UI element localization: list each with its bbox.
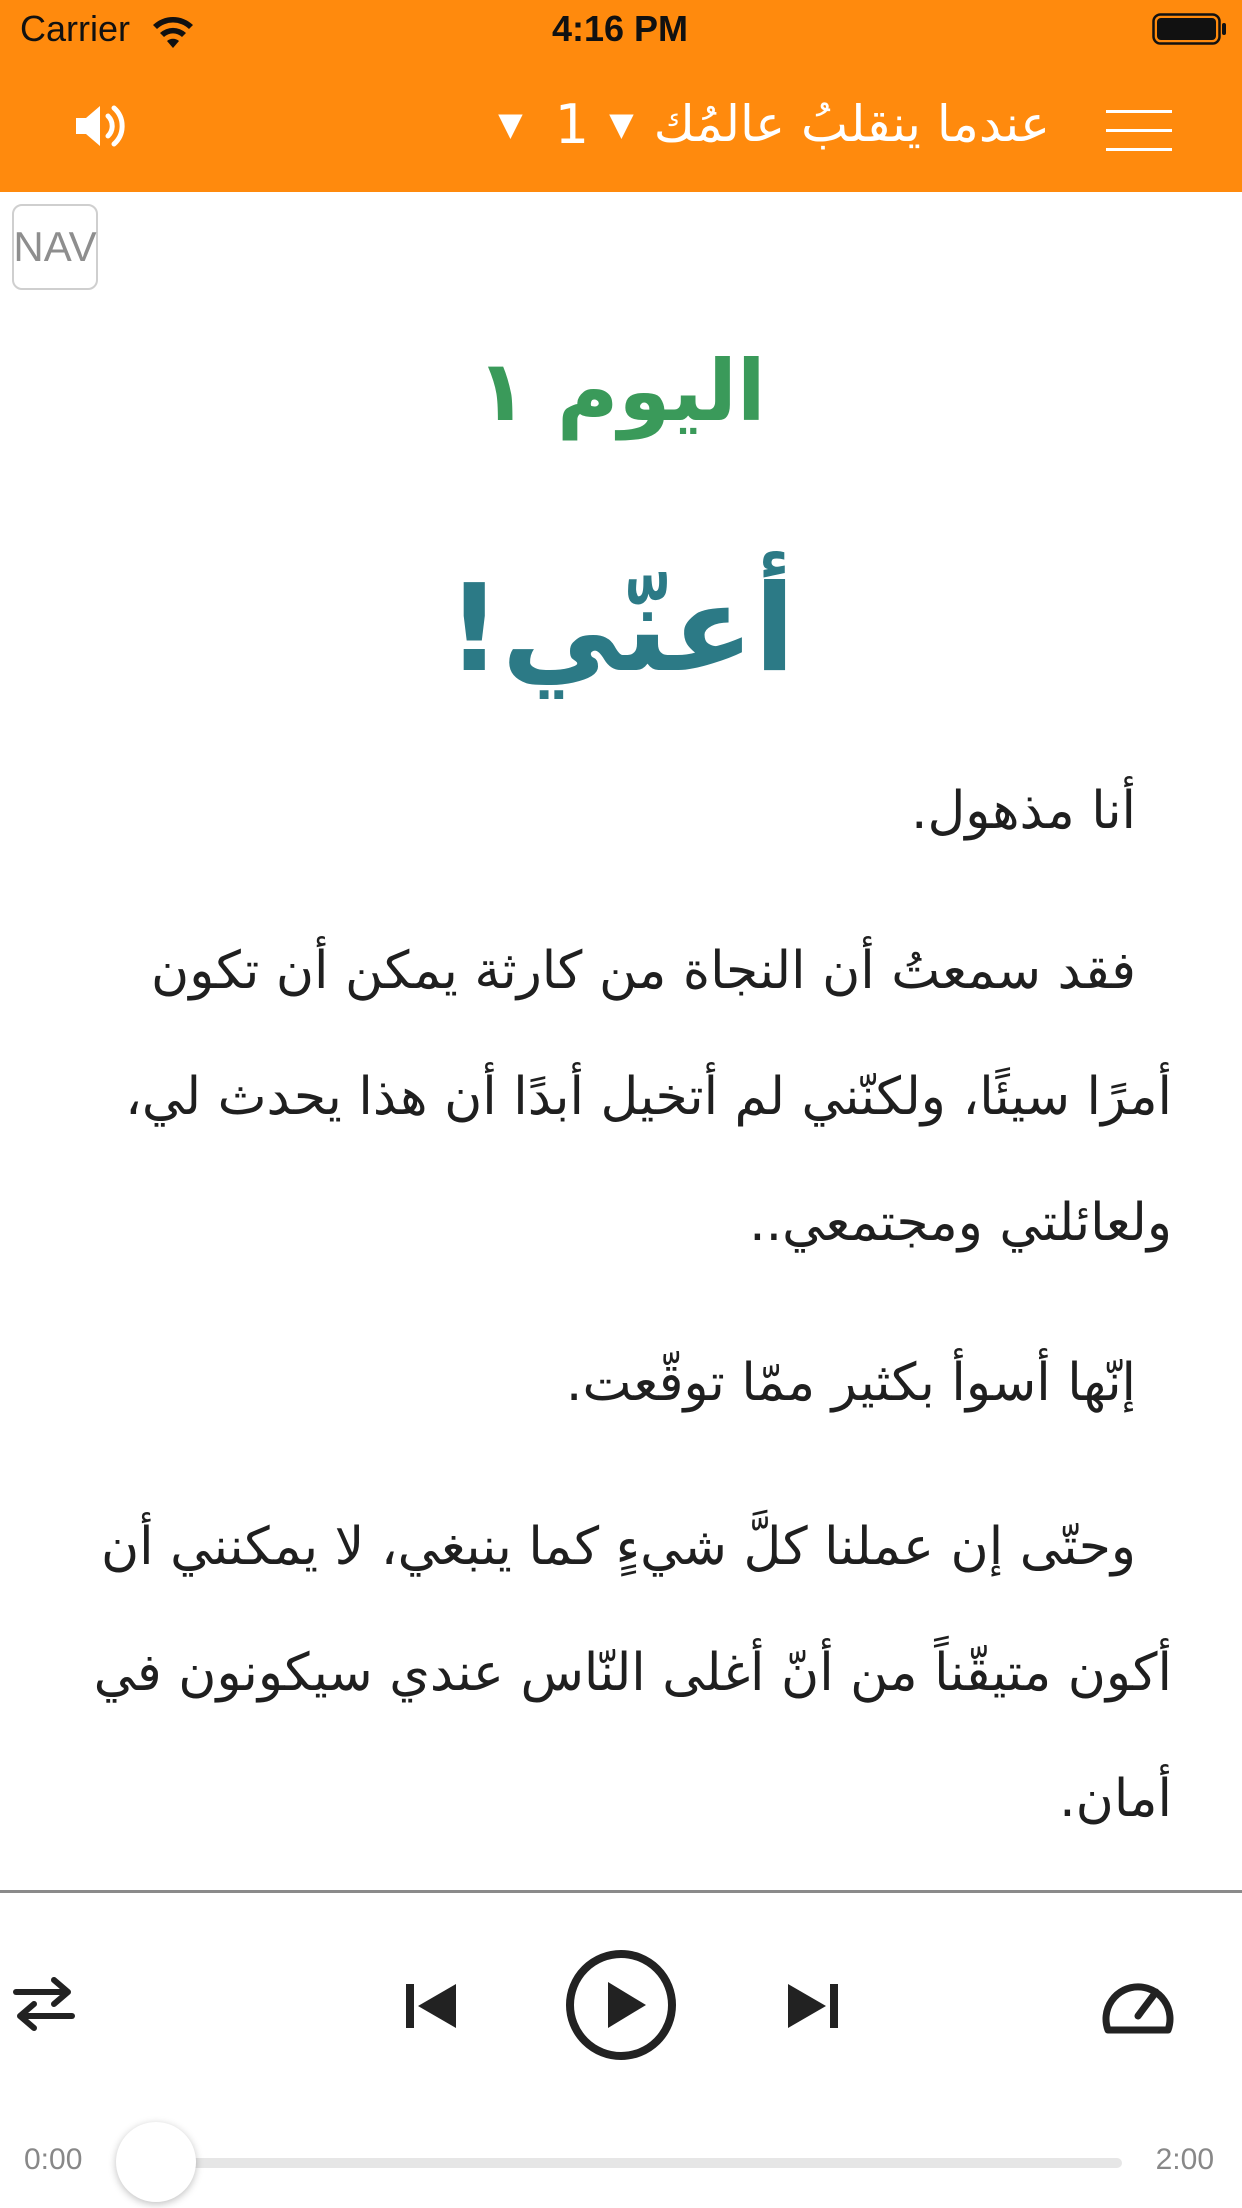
- status-time: 4:16 PM: [551, 8, 689, 49]
- book-dropdown-icon[interactable]: ▼: [609, 105, 634, 143]
- chapter-dropdown-icon[interactable]: ▼: [498, 105, 523, 143]
- section-heading: أعنّي!: [446, 560, 796, 699]
- time-current: 0:00: [24, 2143, 83, 2176]
- skip-next-icon[interactable]: [784, 1980, 840, 2032]
- speedometer-icon[interactable]: [1100, 1972, 1176, 2036]
- book-chapter-selector[interactable]: [498, 88, 1050, 160]
- player-divider: [0, 1890, 1242, 1893]
- hamburger-menu-icon[interactable]: [1106, 108, 1172, 152]
- wifi-icon: [150, 12, 196, 52]
- nav-button[interactable]: NAV: [12, 204, 98, 290]
- repeat-icon[interactable]: [12, 1972, 76, 2036]
- time-total: 2:00: [1155, 2143, 1214, 2176]
- progress-thumb[interactable]: [116, 2122, 196, 2202]
- progress-track[interactable]: [118, 2158, 1122, 2168]
- paragraph: وحتّى إن عملنا كلَّ شيءٍ كما ينبغي، لا يمكنني أن أكون متيقّناً من أنّ أغلى النّاس عندي سيكونون في أمان.: [93, 1517, 1172, 1829]
- chapter-number[interactable]: 1: [554, 92, 590, 156]
- paragraph: إنّها أسوأ بكثير ممّا توقّعت.: [565, 1353, 1136, 1413]
- top-bar: [0, 0, 1242, 192]
- battery-icon: [1152, 12, 1228, 46]
- status-carrier: Carrier: [20, 8, 131, 49]
- play-icon[interactable]: [564, 1948, 678, 2062]
- skip-previous-icon[interactable]: [404, 1980, 460, 2032]
- book-title[interactable]: عندما ينقلبُ عالمُك: [653, 95, 1050, 153]
- paragraph: أنا مذهول.: [910, 781, 1136, 841]
- paragraph: فقد سمعتُ أن النجاة من كارثة يمكن أن تكون أمرًا سيئًا، ولكنّني لم أتخيل أبدًا أن هذا يحدث لي، ولعائلتي ومجتمعي..: [125, 941, 1172, 1253]
- day-title: اليوم ١: [476, 342, 766, 440]
- speaker-icon[interactable]: [72, 98, 128, 154]
